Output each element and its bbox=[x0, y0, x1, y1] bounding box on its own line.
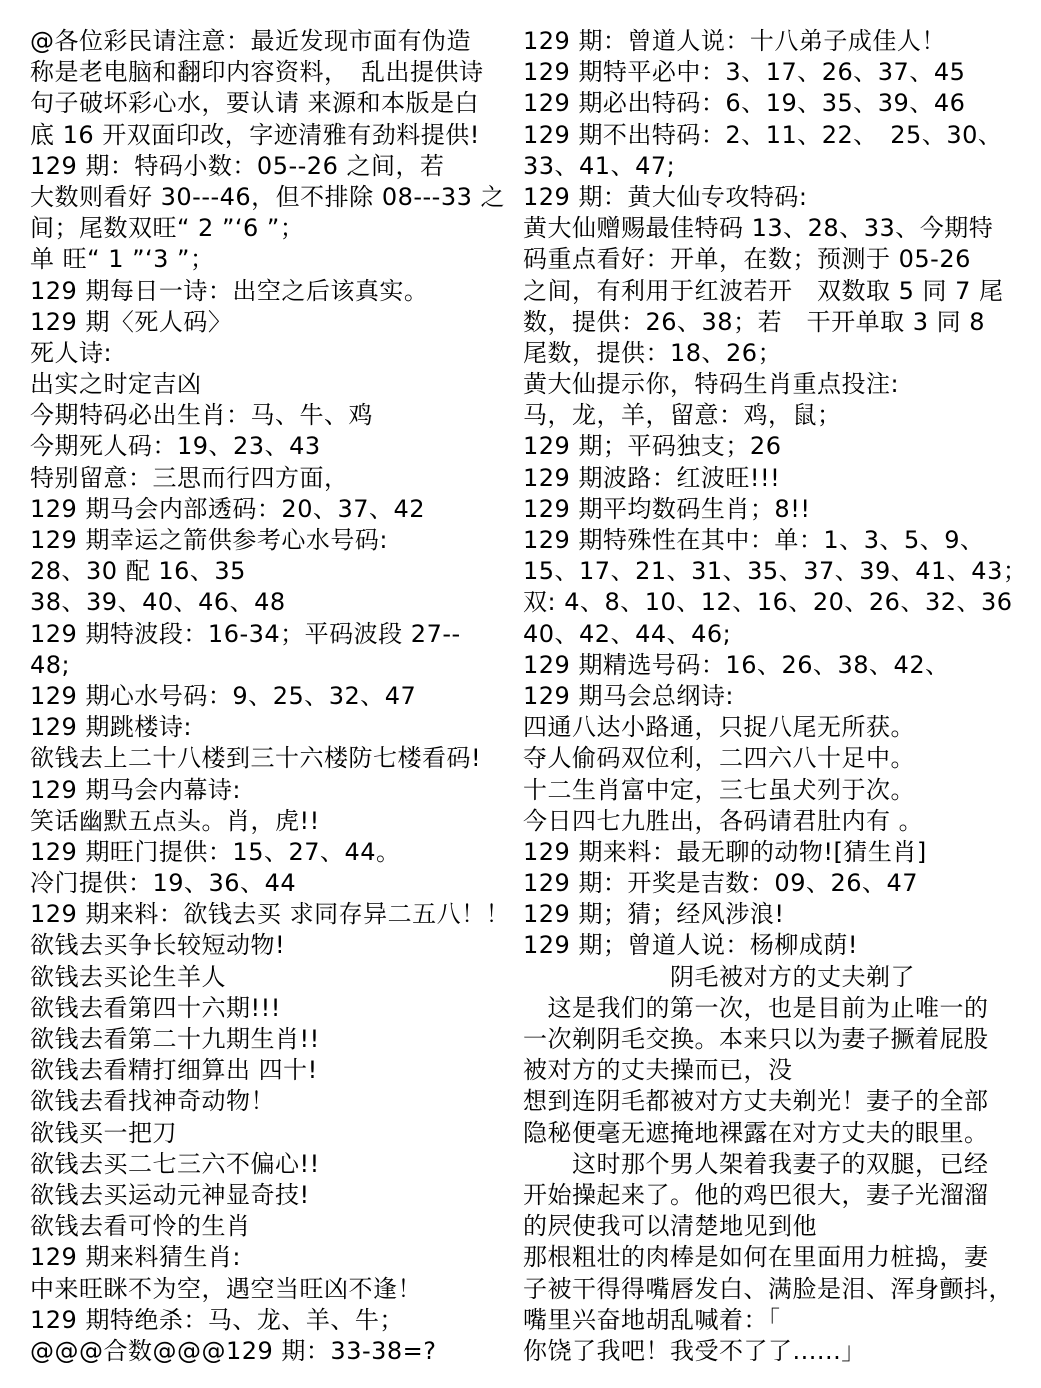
text-line: 大数则看好 30---46，但不排除 08---33 之 bbox=[30, 182, 506, 211]
text-line: 129 期旺门提供：15、27、44。 bbox=[30, 837, 401, 866]
text-line: 129 期〈死人码〉 bbox=[30, 307, 233, 336]
text-line: 冷门提供：19、36、44 bbox=[30, 869, 297, 898]
text-line: 129 期；曾道人说：杨柳成荫! bbox=[523, 931, 859, 960]
right-column bbox=[523, 26, 1028, 1388]
text-line: 129 期来料猜生肖: bbox=[30, 1243, 242, 1272]
text-line: 十二生肖富中定，三七虽犬列于次。 bbox=[523, 775, 915, 804]
left-column bbox=[30, 26, 523, 1388]
text-line: 出实之时定吉凶 bbox=[30, 370, 202, 399]
text-line: 被对方的丈夫操而已，没 bbox=[523, 1056, 793, 1085]
text-line: 中来旺眯不为空，遇空当旺凶不逢！ bbox=[30, 1274, 422, 1303]
text-line: 称是老电脑和翻印内容资料， 乱出提供诗 bbox=[30, 58, 484, 87]
text-line: 129 期马会内部透码：20、37、42 bbox=[30, 494, 426, 523]
text-line: 开始操起来了。他的鸡巴很大，妻子光溜溜 bbox=[523, 1180, 989, 1209]
text-line: 129 期来料：欲钱去买 求同存异二五八！！ bbox=[30, 900, 511, 929]
text-line: 一次剃阴毛交换。本来只以为妻子撅着屁股 bbox=[523, 1025, 989, 1053]
text-line: @各位彩民请注意：最近发现市面有伪造 bbox=[30, 27, 471, 55]
text-line: 夺人偷码双位利，二四六八十足中。 bbox=[523, 744, 915, 773]
text-line: 欲钱去看第二十九期生肖!! bbox=[30, 1025, 320, 1053]
text-line: 欲钱去买论生羊人 bbox=[30, 962, 226, 991]
text-line: 129 期不出特码：2、11、22、 25、30、 bbox=[523, 120, 1003, 149]
text-line: 数，提供：26、38；若 干开单取 3 同 8 bbox=[523, 307, 986, 336]
text-line: 129 期；平码独支；26 bbox=[523, 432, 782, 461]
text-line: 黄大仙赠赐最佳特码 13、28、33、今期特 bbox=[523, 214, 994, 243]
text-line: 129 期波路：红波旺!!! bbox=[523, 463, 781, 492]
text-line: 今日四七九胜出，各码请君肚内有 。 bbox=[523, 806, 924, 835]
text-line: 129 期马会总纲诗: bbox=[523, 681, 735, 710]
text-line: 129 期幸运之箭供参考心水号码: bbox=[30, 526, 389, 554]
text-line: 129 期必出特码：6、19、35、39、46 bbox=[523, 89, 966, 118]
text-line: 129 期：黄大仙专攻特码: bbox=[523, 182, 808, 211]
text-line: 欲钱去看第四十六期!!! bbox=[30, 993, 281, 1022]
text-line: 129 期平均数码生肖；8!! bbox=[523, 494, 811, 523]
text-line: 间；尾数双旺“ 2 ”‘6 ”； bbox=[30, 214, 305, 243]
text-line: 欲钱去看可怜的生肖 bbox=[30, 1212, 251, 1241]
text-line: 38、39、40、46、48 bbox=[30, 588, 286, 617]
text-line: 你饶了我吧！我受不了了......」 bbox=[523, 1336, 866, 1365]
text-line: 欲钱去买争长较短动物! bbox=[30, 931, 286, 960]
text-line: 129 期特绝杀：马、龙、羊、牛； bbox=[30, 1305, 404, 1334]
text-line: 129 期：特码小数：05--26 之间，若 bbox=[30, 151, 445, 180]
text-line: 想到连阴毛都被对方丈夫剃光！妻子的全部 bbox=[523, 1087, 989, 1116]
text-line: 特别留意：三思而行四方面， bbox=[30, 463, 349, 492]
text-line: 马，龙，羊，留意：鸡，鼠； bbox=[523, 401, 842, 430]
text-line: 码重点看好：开单，在数；预测于 05-26 bbox=[523, 245, 971, 274]
text-line: 48; bbox=[30, 650, 71, 679]
text-line: 28、30 配 16、35 bbox=[30, 557, 246, 586]
text-line: 129 期：曾道人说：十八弟子成佳人！ bbox=[523, 27, 946, 55]
text-line: 129 期特殊性在其中：单：1、3、5、9、 bbox=[523, 526, 985, 554]
text-line: 死人诗: bbox=[30, 338, 113, 367]
text-line: 129 期跳楼诗: bbox=[30, 713, 193, 742]
text-line: 129 期特平必中：3、17、26、37、45 bbox=[523, 58, 966, 87]
text-line: @@@合数@@@129 期：33-38=? bbox=[30, 1336, 437, 1365]
text-line: 33、41、47; bbox=[523, 151, 676, 180]
text-line: 129 期每日一诗：出空之后该真实。 bbox=[30, 276, 429, 305]
text-line: 这是我们的第一次，也是目前为止唯一的 bbox=[523, 993, 989, 1022]
text-line: 的屄使我可以清楚地见到他 bbox=[523, 1212, 817, 1241]
text-line: 欲钱去上二十八楼到三十六楼防七楼看码! bbox=[30, 744, 482, 773]
text-line: 129 期来料：最无聊的动物![猜生肖] bbox=[523, 837, 927, 866]
text-line: 129 期：开奖是吉数：09、26、47 bbox=[523, 869, 919, 898]
text-line: 今期特码必出生肖：马、牛、鸡 bbox=[30, 401, 373, 430]
text-line: 句子破坏彩心水，要认请 来源和本版是白 bbox=[30, 89, 480, 118]
text-line: 129 期马会内幕诗: bbox=[30, 775, 242, 804]
text-line: 40、42、44、46; bbox=[523, 619, 732, 648]
text-line: 尾数，提供：18、26； bbox=[523, 338, 783, 367]
text-line: 欲钱去买运动元神显奇技! bbox=[30, 1180, 310, 1209]
text-line: 黄大仙提示你，特码生肖重点投注: bbox=[523, 370, 900, 399]
text-line: 笑话幽默五点头。肖，虎!! bbox=[30, 806, 320, 835]
text-line: 15、17、21、31、35、37、39、41、43； bbox=[523, 557, 1028, 586]
text-line: 欲钱去看精打细算出 四十! bbox=[30, 1056, 318, 1085]
text-line: 129 期特波段：16-34；平码波段 27-- bbox=[30, 619, 461, 648]
text-line: 单 旺“ 1 ”‘3 ”； bbox=[30, 245, 215, 274]
text-line: 欲钱去买二七三六不偏心!! bbox=[30, 1149, 320, 1178]
text-line: 双: 4、8、10、12、16、20、26、32、36 bbox=[523, 588, 1013, 617]
text-line: 今期死人码：19、23、43 bbox=[30, 432, 321, 461]
text-line: 嘴里兴奋地胡乱喊着：「 bbox=[523, 1305, 781, 1334]
text-line: 四通八达小路通，只捉八尾无所获。 bbox=[523, 713, 915, 742]
text-line: 129 期精选号码：16、26、38、42、 bbox=[523, 650, 950, 679]
text-line: 之间，有利用于红波若开 双数取 5 同 7 尾 bbox=[523, 276, 1004, 305]
text-line: 子被干得得嘴唇发白、满脸是泪、浑身颤抖， bbox=[523, 1274, 1013, 1303]
text-line: 欲钱去看找神奇动物！ bbox=[30, 1087, 275, 1116]
text-line: 这时那个男人架着我妻子的双腿，已经 bbox=[523, 1149, 989, 1178]
text-line: 129 期心水号码：9、25、32、47 bbox=[30, 681, 417, 710]
text-line: 底 16 开双面印改，字迹清雅有劲料提供! bbox=[30, 120, 480, 149]
text-line: 129 期；猜；经风涉浪! bbox=[523, 900, 785, 929]
text-line: 隐秘便毫无遮掩地裸露在对方丈夫的眼里。 bbox=[523, 1118, 989, 1147]
text-line: 那根粗壮的肉棒是如何在里面用力桩捣，妻 bbox=[523, 1243, 989, 1272]
text-line: 欲钱买一把刀 bbox=[30, 1118, 177, 1147]
text-line: 阴毛被对方的丈夫剃了 bbox=[523, 962, 915, 991]
